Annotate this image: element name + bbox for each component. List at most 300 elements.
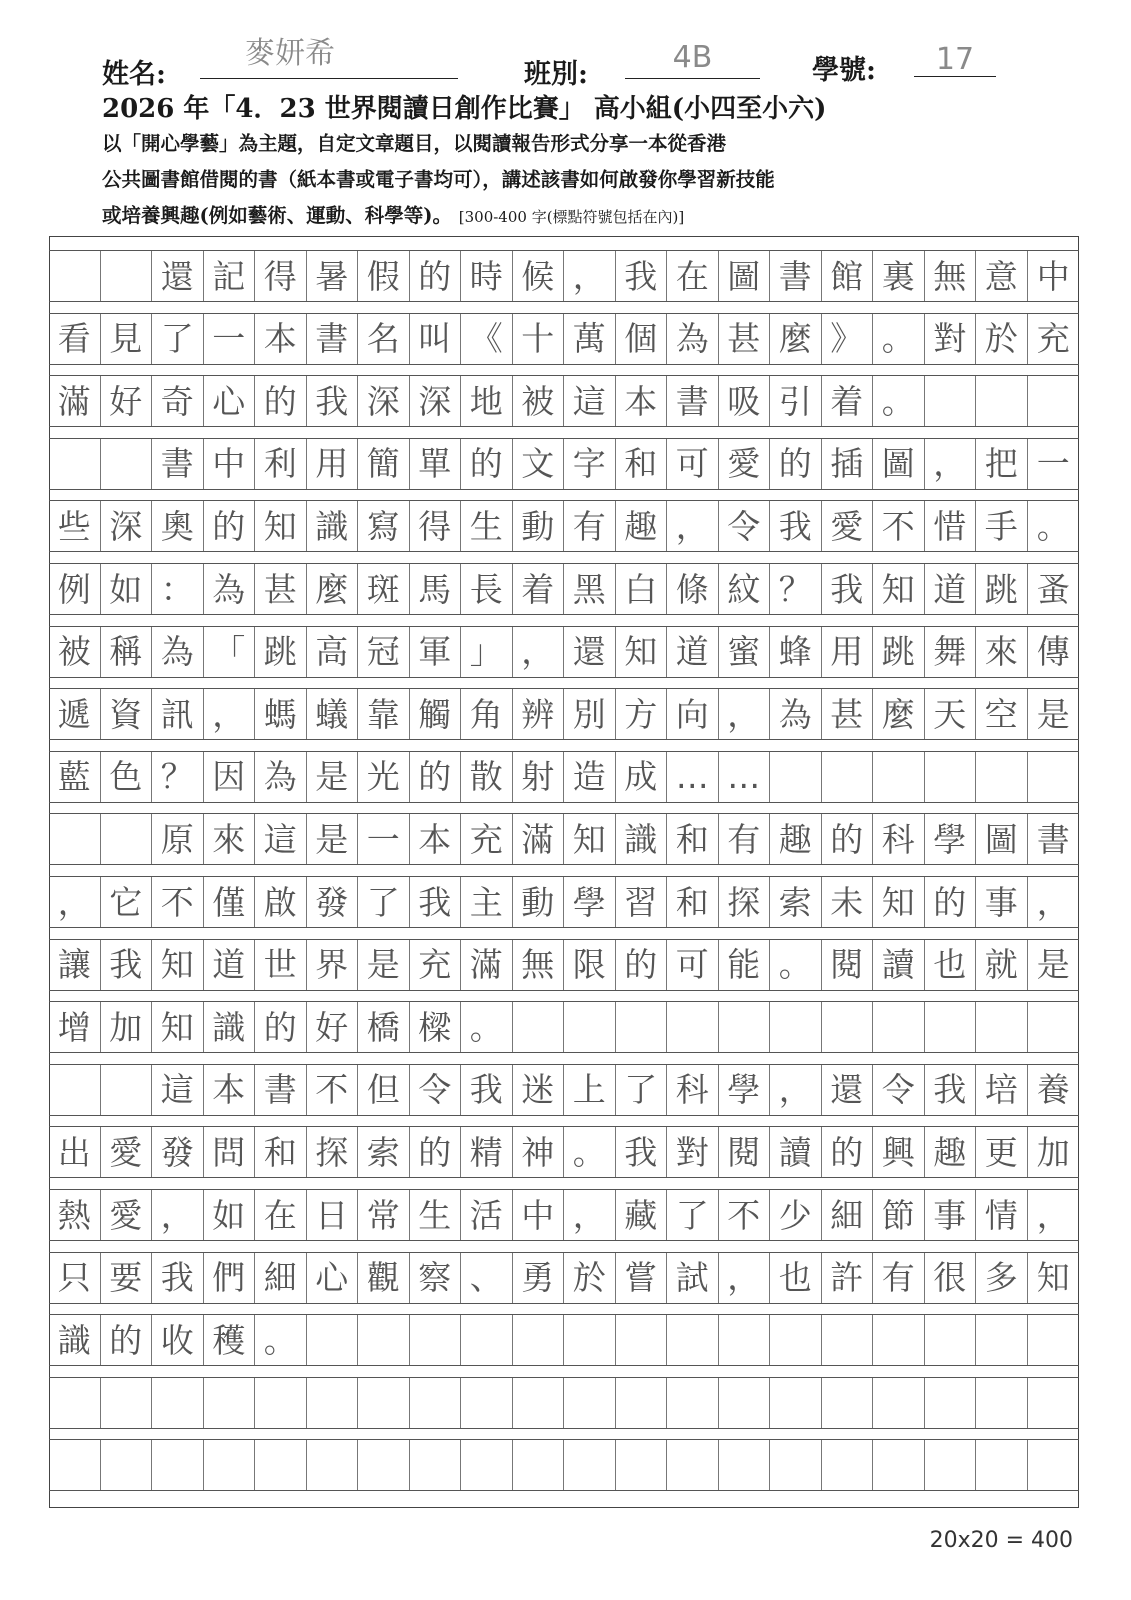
grid-cell: 愛: [101, 1127, 153, 1177]
grid-cell: 為: [667, 314, 719, 364]
grid-cell: 白: [616, 564, 668, 614]
grid-cell: ，: [925, 439, 977, 489]
grid-cell: [976, 1440, 1028, 1490]
grid-cell: [461, 1315, 513, 1365]
grid-cell: 不: [873, 501, 925, 551]
grid-cell: …: [719, 752, 771, 802]
grid-cell: 。: [564, 1127, 616, 1177]
grid-cell: ，: [667, 501, 719, 551]
grid-cell: [925, 1315, 977, 1365]
grid-cell: 記: [204, 251, 256, 301]
grid-cell: 學: [719, 1065, 771, 1115]
grid-cell: 多: [976, 1253, 1028, 1303]
grid-cell: 學: [564, 877, 616, 927]
grid-cell: 天: [925, 689, 977, 739]
instruction-line-3-text: 或培養興趣(例如藝術、運動、科學等)。: [102, 204, 452, 227]
grid-cell: 培: [976, 1065, 1028, 1115]
grid-cell: [307, 1378, 359, 1428]
grid-cell: ，: [152, 1190, 204, 1240]
grid-cell: 書: [307, 314, 359, 364]
grid-cell: 一: [358, 814, 410, 864]
grid-cell: 時: [461, 251, 513, 301]
grid-cell: [822, 1315, 874, 1365]
grid-cell: 叫: [410, 314, 462, 364]
grid-cell: 也: [925, 940, 977, 990]
grid-cell: 知: [152, 940, 204, 990]
grid-cell: [410, 1378, 462, 1428]
grid-cell: [49, 439, 101, 489]
grid-cell: 辨: [513, 689, 565, 739]
grid-cell: 識: [307, 501, 359, 551]
competition-title: 2026 年「4．23 世界閱讀日創作比賽」 高小組(小四至小六): [102, 94, 827, 124]
grid-cell: [410, 1440, 462, 1490]
grid-cell: 藏: [616, 1190, 668, 1240]
grid-cell: [307, 1315, 359, 1365]
grid-cell: 心: [307, 1253, 359, 1303]
grid-cell: [873, 1002, 925, 1052]
grid-cell: [873, 1315, 925, 1365]
grid-cell: [49, 814, 101, 864]
grid-cell: 讓: [49, 940, 101, 990]
grid-cell: 蟻: [307, 689, 359, 739]
grid-cell: 本: [255, 314, 307, 364]
grid-cell: 傳: [1036, 632, 1070, 672]
essay-row: [49, 813, 1079, 865]
grid-cell: 深: [101, 501, 153, 551]
grid-cell: 習: [616, 877, 668, 927]
grid-cell: 試: [667, 1253, 719, 1303]
grid-cell: 要: [101, 1253, 153, 1303]
grid-cell: 和: [667, 814, 719, 864]
grid-cell: 事: [976, 877, 1028, 927]
name-label: 姓名:: [102, 59, 166, 90]
grid-cell: 察: [410, 1253, 462, 1303]
grid-cell: 增: [49, 1002, 101, 1052]
grid-cell: 別: [564, 689, 616, 739]
grid-cell: 甚: [719, 314, 771, 364]
class-label: 班別:: [524, 59, 588, 90]
grid-cell: 加: [101, 1002, 153, 1052]
grid-cell: 還: [564, 627, 616, 677]
grid-cell: 是: [1036, 694, 1070, 734]
grid-cell: 興: [873, 1127, 925, 1177]
grid-cell: 的: [410, 1127, 462, 1177]
grid-cell: [101, 1065, 153, 1115]
grid-cell: ，: [1036, 882, 1070, 922]
grid-cell: 本: [204, 1065, 256, 1115]
grid-cell: 個: [616, 314, 668, 364]
grid-cell: 假: [358, 251, 410, 301]
grid-cell: 的: [255, 1002, 307, 1052]
grid-cell: 熱: [49, 1190, 101, 1240]
grid-cell: 。: [873, 376, 925, 426]
grid-cell: 、: [461, 1253, 513, 1303]
grid-cell: 索: [358, 1127, 410, 1177]
grid-cell: 我: [461, 1065, 513, 1115]
grid-cell: 有: [564, 501, 616, 551]
grid-cell: 我: [307, 376, 359, 426]
grid-cell: 長: [461, 564, 513, 614]
essay-row: [49, 563, 1079, 615]
grid-cell: 。: [255, 1315, 307, 1365]
grid-cell: [667, 1440, 719, 1490]
grid-cell: 書: [255, 1065, 307, 1115]
grid-cell: 令: [410, 1065, 462, 1115]
grid-cell: 紋: [719, 564, 771, 614]
grid-cell: 遞: [49, 689, 101, 739]
grid-cell: 如: [101, 564, 153, 614]
grid-cell: [616, 1002, 668, 1052]
grid-cell: 惜: [925, 501, 977, 551]
grid-cell: 識: [49, 1315, 101, 1365]
grid-cell: [719, 1378, 771, 1428]
grid-cell: [976, 752, 1028, 802]
grid-cell: [1028, 752, 1080, 802]
grid-cell: 黑: [564, 564, 616, 614]
grid-cell: [925, 376, 977, 426]
grid-cell: ，: [564, 251, 616, 301]
grid-cell: 圖: [873, 439, 925, 489]
grid-cell: 的: [204, 501, 256, 551]
grid-cell: 也: [770, 1253, 822, 1303]
grid-cell: [770, 1378, 822, 1428]
grid-cell: 麼: [873, 689, 925, 739]
grid-cell: ，: [719, 1253, 771, 1303]
grid-cell: [564, 1440, 616, 1490]
grid-cell: [1028, 1440, 1080, 1490]
grid-cell: 無: [925, 251, 977, 301]
grid-cell: [204, 1440, 256, 1490]
grid-cell: 好: [101, 376, 153, 426]
grid-cell: [358, 1378, 410, 1428]
grid-cell: 的: [410, 752, 462, 802]
grid-cell: 為: [204, 564, 256, 614]
grid-cell: 插: [822, 439, 874, 489]
grid-cell: [822, 1440, 874, 1490]
grid-cell: [564, 1002, 616, 1052]
student-number-label: 學號:: [812, 55, 876, 86]
grid-cell: 冠: [358, 627, 410, 677]
grid-cell: 是: [307, 814, 359, 864]
grid-cell: 充: [1036, 319, 1070, 359]
grid-cell: [358, 1315, 410, 1365]
grid-cell: 蜂: [770, 627, 822, 677]
grid-cell: 穫: [204, 1315, 256, 1365]
grid-cell: [616, 1315, 668, 1365]
grid-cell: 和: [255, 1127, 307, 1177]
student-number-underline: [914, 76, 996, 77]
essay-row: [49, 688, 1079, 740]
grid-cell: 散: [461, 752, 513, 802]
grid-cell: 馬: [410, 564, 462, 614]
grid-cell: 空: [976, 689, 1028, 739]
grid-cell: 充: [461, 814, 513, 864]
essay-row: [49, 751, 1079, 803]
grid-cell: 充: [410, 940, 462, 990]
grid-cell: 僅: [204, 877, 256, 927]
grid-cell: [1028, 1315, 1080, 1365]
grid-cell: 還: [152, 251, 204, 301]
grid-cell: 色: [101, 752, 153, 802]
grid-cell: 書: [770, 251, 822, 301]
grid-cell: [101, 439, 153, 489]
essay-row: [49, 1377, 1079, 1429]
grid-cell: 字: [564, 439, 616, 489]
grid-cell: 世: [255, 940, 307, 990]
grid-cell: 如: [204, 1190, 256, 1240]
grid-cell: 見: [101, 314, 153, 364]
grid-cell: 原: [152, 814, 204, 864]
grid-cell: ，: [49, 877, 101, 927]
grid-cell: [152, 1440, 204, 1490]
grid-cell: 寫: [358, 501, 410, 551]
grid-cell: 就: [976, 940, 1028, 990]
grid-cell: 這: [152, 1065, 204, 1115]
grid-cell: [49, 251, 101, 301]
grid-cell: 是: [358, 940, 410, 990]
grid-cell: [204, 1378, 256, 1428]
grid-cell: 滿: [49, 376, 101, 426]
grid-cell: [976, 376, 1028, 426]
student-number-value: 17: [935, 42, 975, 77]
grid-cell: 在: [255, 1190, 307, 1240]
grid-cell: [667, 1002, 719, 1052]
grid-cell: 有: [873, 1253, 925, 1303]
grid-cell: 成: [616, 752, 668, 802]
grid-cell: [873, 752, 925, 802]
grid-cell: [822, 752, 874, 802]
grid-cell: [719, 1002, 771, 1052]
grid-cell: 還: [822, 1065, 874, 1115]
grid-cell: 情: [976, 1190, 1028, 1240]
grid-cell: [770, 1315, 822, 1365]
grid-cell: 嘗: [616, 1253, 668, 1303]
grid-cell: [770, 1002, 822, 1052]
grid-cell: 橋: [358, 1002, 410, 1052]
name-value: 麥妍希: [245, 36, 335, 71]
grid-cell: 常: [358, 1190, 410, 1240]
grid-cell: [101, 1440, 153, 1490]
grid-cell: 滿: [461, 940, 513, 990]
grid-cell: 閱: [719, 1127, 771, 1177]
grid-cell: 」: [461, 627, 513, 677]
grid-cell: 館: [822, 251, 874, 301]
grid-cell: [822, 1378, 874, 1428]
grid-cell: 道: [667, 627, 719, 677]
grid-cell: ，: [770, 1065, 822, 1115]
grid-cell: 愛: [822, 501, 874, 551]
grid-cell: 和: [667, 877, 719, 927]
grid-cell: [461, 1440, 513, 1490]
grid-cell: 來: [976, 627, 1028, 677]
essay-row: [49, 1314, 1079, 1366]
grid-cell: 造: [564, 752, 616, 802]
grid-cell: 細: [822, 1190, 874, 1240]
grid-cell: 簡: [358, 439, 410, 489]
grid-cell: [616, 1440, 668, 1490]
grid-cell: 得: [255, 251, 307, 301]
grid-cell: 細: [255, 1253, 307, 1303]
word-count-note: [300-400 字(標點符號包括在內)]: [458, 208, 685, 226]
grid-cell: 地: [461, 376, 513, 426]
grid-cell: 勇: [513, 1253, 565, 1303]
grid-cell: 令: [873, 1065, 925, 1115]
grid-cell: 日: [307, 1190, 359, 1240]
grid-cell: 科: [873, 814, 925, 864]
grid-cell: 訊: [152, 689, 204, 739]
grid-cell: 道: [204, 940, 256, 990]
grid-cell: 知: [564, 814, 616, 864]
grid-cell: 動: [513, 877, 565, 927]
grid-cell: 了: [616, 1065, 668, 1115]
grid-cell: 這: [564, 376, 616, 426]
grid-cell: 》: [822, 314, 874, 364]
grid-cell: [976, 1378, 1028, 1428]
grid-cell: 被: [49, 627, 101, 677]
grid-cell: 資: [101, 689, 153, 739]
grid-cell: 活: [461, 1190, 513, 1240]
grid-cell: 文: [513, 439, 565, 489]
grid-cell: 心: [204, 376, 256, 426]
grid-cell: 很: [925, 1253, 977, 1303]
grid-cell: [976, 1002, 1028, 1052]
grid-cell: 螞: [255, 689, 307, 739]
essay-row: [49, 1064, 1079, 1116]
essay-row: [49, 1252, 1079, 1304]
grid-cell: 觸: [410, 689, 462, 739]
grid-cell: [564, 1315, 616, 1365]
grid-cell: 的: [255, 376, 307, 426]
grid-cell: 限: [564, 940, 616, 990]
grid-cell: 中: [1036, 256, 1070, 296]
grid-cell: 愛: [719, 439, 771, 489]
grid-cell: 無: [513, 940, 565, 990]
grid-cell: 中: [204, 439, 256, 489]
grid-cell: 閱: [822, 940, 874, 990]
grid-cell: 好: [307, 1002, 359, 1052]
grid-cell: [873, 1440, 925, 1490]
grid-cell: 讀: [873, 940, 925, 990]
grid-cell: 麼: [307, 564, 359, 614]
grid-cell: 「: [204, 627, 256, 677]
essay-row: [49, 1189, 1079, 1241]
grid-cell: 對: [667, 1127, 719, 1177]
grid-cell: 迷: [513, 1065, 565, 1115]
grid-cell: 的: [925, 877, 977, 927]
grid-cell: 探: [719, 877, 771, 927]
grid-cell: 可: [667, 940, 719, 990]
grid-cell: 深: [410, 376, 462, 426]
grid-cell: 是: [307, 752, 359, 802]
grid-cell: 但: [358, 1065, 410, 1115]
grid-cell: 趣: [616, 501, 668, 551]
grid-cell: 在: [667, 251, 719, 301]
grid-cell: 我: [822, 564, 874, 614]
grid-cell: 節: [873, 1190, 925, 1240]
grid-cell: 我: [770, 501, 822, 551]
essay-row: [49, 626, 1079, 678]
grid-cell: 光: [358, 752, 410, 802]
grid-cell: 於: [976, 314, 1028, 364]
grid-cell: 我: [616, 251, 668, 301]
grid-cell: 更: [976, 1127, 1028, 1177]
grid-cell: 學: [925, 814, 977, 864]
grid-cell: 。: [461, 1002, 513, 1052]
grid-cell: 軍: [410, 627, 462, 677]
grid-cell: 的: [770, 439, 822, 489]
grid-cell: 藍: [49, 752, 101, 802]
grid-cell: 知: [152, 1002, 204, 1052]
grid-cell: [49, 1440, 101, 1490]
grid-cell: 問: [204, 1127, 256, 1177]
grid-cell: 的: [101, 1315, 153, 1365]
grid-cell: [255, 1440, 307, 1490]
grid-cell: [564, 1378, 616, 1428]
grid-cell: ，: [564, 1190, 616, 1240]
grid-cell: [770, 1440, 822, 1490]
grid-cell: [925, 1440, 977, 1490]
grid-cell: ：: [152, 564, 204, 614]
grid-cell: 觀: [358, 1253, 410, 1303]
grid-cell: 着: [513, 564, 565, 614]
grid-cell: [719, 1440, 771, 1490]
grid-cell: [925, 752, 977, 802]
grid-cell: 科: [667, 1065, 719, 1115]
class-underline: [625, 78, 760, 79]
grid-cell: 書: [667, 376, 719, 426]
grid-cell: 得: [410, 501, 462, 551]
grid-cell: 書: [152, 439, 204, 489]
grid-cell: [1028, 376, 1080, 426]
grid-cell: 不: [307, 1065, 359, 1115]
grid-cell: [770, 752, 822, 802]
essay-row: [49, 438, 1079, 490]
grid-cell: 我: [152, 1253, 204, 1303]
grid-cell: 把: [976, 439, 1028, 489]
grid-cell: 知: [255, 501, 307, 551]
grid-cell: 對: [925, 314, 977, 364]
grid-cell: 甚: [255, 564, 307, 614]
name-underline: [200, 78, 458, 79]
grid-cell: [822, 1002, 874, 1052]
instruction-line-3: [102, 200, 684, 228]
grid-cell: 十: [513, 314, 565, 364]
grid-cell: [1028, 1378, 1080, 1428]
grid-cell: 生: [410, 1190, 462, 1240]
grid-cell: 少: [770, 1190, 822, 1240]
grid-cell: 可: [667, 439, 719, 489]
grid-cell: 索: [770, 877, 822, 927]
grid-cell: 被: [513, 376, 565, 426]
grid-cell: 動: [513, 501, 565, 551]
grid-cell: 了: [358, 877, 410, 927]
grid-cell: ？: [152, 752, 204, 802]
grid-cell: 向: [667, 689, 719, 739]
grid-cell: 奇: [152, 376, 204, 426]
grid-cell: 我: [616, 1127, 668, 1177]
grid-cell: [101, 251, 153, 301]
essay-row: [49, 876, 1079, 928]
grid-cell: 方: [616, 689, 668, 739]
grid-cell: 探: [307, 1127, 359, 1177]
grid-cell: 候: [513, 251, 565, 301]
grid-cell: 為: [152, 627, 204, 677]
grid-cell: 深: [358, 376, 410, 426]
grid-cell: 利: [255, 439, 307, 489]
grid-cell: 萬: [564, 314, 616, 364]
grid-cell: 許: [822, 1253, 874, 1303]
grid-cell: [976, 1315, 1028, 1365]
